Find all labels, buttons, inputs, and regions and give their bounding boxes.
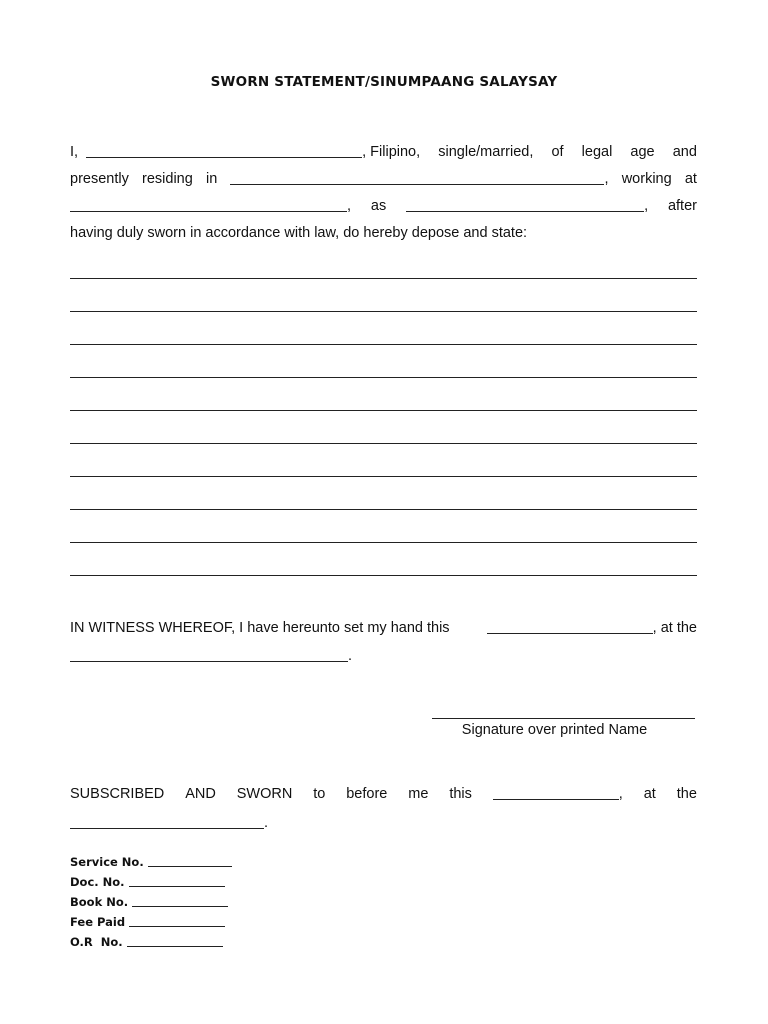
statement-line[interactable] [70,377,697,378]
document-title: SWORN STATEMENT/SINUMPAANG SALAYSAY [210,74,558,90]
statement-line[interactable] [70,509,697,510]
intro-text: , Filipino, [362,144,421,160]
witness-end: . [348,648,353,664]
subscribed-comma: , [618,786,623,802]
statement-line[interactable] [70,476,697,477]
subscribed-line-2 [70,815,268,831]
intro-pronoun: I, [70,144,79,160]
subscribed-word: at [643,786,656,802]
statement-line[interactable] [70,278,697,279]
name-field[interactable] [86,156,362,158]
intro-word: working [621,171,672,187]
intro-word: at [684,171,697,187]
intro-word: after [667,198,697,214]
witness-text: IN WITNESS WHEREOF, I have hereunto set my hand this [70,620,450,636]
residence-field[interactable] [230,183,604,185]
notarial-row-service-no [70,855,232,875]
witness-date-field[interactable] [487,632,653,634]
service-no-field[interactable] [148,865,232,867]
notarial-label: Service No. [70,855,144,869]
statement-line[interactable] [70,311,697,312]
intro-word: of [551,144,564,160]
notarial-row-doc-no [70,875,232,895]
doc-no-field[interactable] [129,885,225,887]
subscribed-end: . [264,815,269,831]
subscribed-word: me [408,786,429,802]
notarial-row-book-no [70,895,232,915]
subscribed-word: this [449,786,472,802]
notarial-row-or-no [70,935,232,955]
notarial-label: O.R No. [70,935,123,949]
signature-line[interactable] [432,718,695,719]
intro-word: age [630,144,655,160]
intro-line-3 [70,198,697,214]
intro-text: , [604,171,609,187]
statement-line[interactable] [70,542,697,543]
or-no-field[interactable] [127,945,223,947]
intro-word: legal [581,144,613,160]
subscribed-date-field[interactable] [493,798,619,800]
witness-line-2 [70,648,352,664]
intro-line-4: having duly sworn in accordance with law, do hereby depose and state: [70,225,528,241]
notarial-register [70,855,232,955]
subscribed-word: SUBSCRIBED [70,786,165,802]
book-no-field[interactable] [132,905,228,907]
notarial-label: Book No. [70,895,129,909]
subscribed-line-1 [70,786,697,802]
intro-line-2 [70,171,697,187]
notarial-row-fee-paid [70,915,232,935]
subscribed-place-field[interactable] [70,827,264,829]
intro-word: and [672,144,697,160]
subscribed-word: SWORN [236,786,293,802]
statement-line[interactable] [70,575,697,576]
intro-word: single/married, [438,144,534,160]
subscribed-word: the [676,786,697,802]
intro-text: , [347,198,352,214]
subscribed-word: to [313,786,326,802]
position-field[interactable] [406,210,644,212]
subscribed-word: AND [185,786,216,802]
signature-caption: Signature over printed Name [461,722,648,738]
intro-text: , [644,198,649,214]
intro-word: residing [142,171,193,187]
notarial-label: Doc. No. [70,875,125,889]
fee-paid-field[interactable] [129,925,225,927]
witness-place-field[interactable] [70,660,348,662]
subscribed-word: before [346,786,388,802]
notarial-label: Fee Paid [70,915,126,929]
witness-line-1 [70,620,697,636]
witness-text: , at the [652,620,697,636]
intro-word: as [370,198,387,214]
intro-line-1 [70,144,697,160]
employer-field[interactable] [70,210,347,212]
statement-line[interactable] [70,344,697,345]
statement-line[interactable] [70,410,697,411]
statement-line[interactable] [70,443,697,444]
intro-word: presently [70,171,129,187]
intro-word: in [206,171,218,187]
